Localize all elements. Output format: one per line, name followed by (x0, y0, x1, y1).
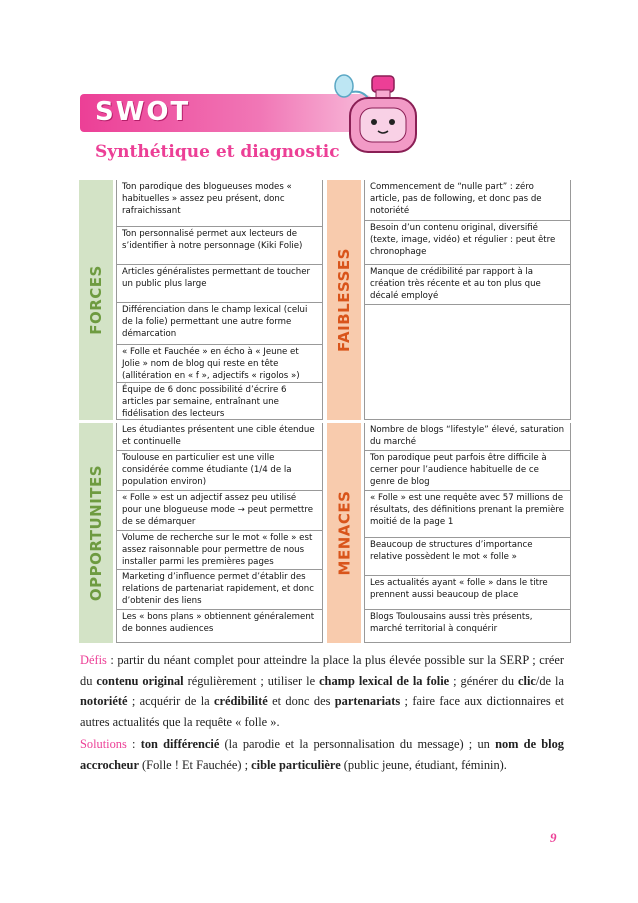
opportunites-item: Les étudiantes présentent une cible étendue et continuelle (122, 425, 315, 447)
faiblesses-item: Commencement de “nulle part” : zéro article, pas de following, et donc pas de notoriété (370, 182, 542, 216)
menaces-item: Beaucoup de structures d’importance relative possèdent le mot « folle » (365, 537, 570, 575)
opportunites-item: Toulouse en particulier est une ville considérée comme étudiante (1/4 de la population environ) (117, 450, 322, 490)
menaces-label: MENACES (335, 490, 353, 576)
faiblesses-band (327, 180, 361, 420)
text-run: : (126, 737, 141, 751)
forces-item: « Folle et Fauchée » en écho à « Jeune et Jolie » nom de blog qui reste en tête (allitération en « f », adjectifs « rigolos ») (117, 344, 322, 382)
swot-external (79, 423, 573, 643)
opportunites-band (79, 423, 113, 643)
faiblesses-item: Manque de crédibilité par rapport à la création très récente et au ton plus que décalé employé (365, 264, 570, 304)
faiblesses-item: Besoin d’un contenu original, diversifié (texte, image, vidéo) et régulier : peut être chronophage (365, 220, 570, 264)
opportunites-item: « Folle » est un adjectif assez peu utilisé pour une blogueuse mode → peut permettre de se démarquer (117, 490, 322, 530)
keyword: partenariats (334, 694, 401, 708)
opportunites-label: OPPORTUNITES (87, 464, 106, 602)
text-run: (Folle ! Et Fauchée) ; (138, 757, 252, 772)
keyword: clic (518, 673, 536, 688)
forces-item: Ton personnalisé permet aux lecteurs de s’identifier à notre personnage (Kiki Folie) (117, 226, 322, 264)
forces-band (79, 180, 113, 420)
forces-column (116, 180, 323, 420)
defis-paragraph (80, 650, 564, 732)
text-run: /de la (535, 673, 564, 688)
opportunites-item: Marketing d’influence permet d’établir des relations de partenariat rapidement, et donc d’obtenir des liens (117, 569, 322, 609)
solutions-label: Solutions (80, 737, 127, 751)
text-run: (la parodie et la personnalisation du message) ; un (219, 737, 496, 751)
menaces-item: Blogs Toulousains aussi très présents, marché territorial à conquérir (365, 609, 570, 643)
swot-internal (79, 180, 573, 420)
solutions-paragraph (80, 734, 564, 775)
opportunites-item: Volume de recherche sur le mot « folle » est assez raisonnable pour permettre de nous installer parmi les premières pages (117, 530, 322, 569)
menaces-item: Les actualités ayant « folle » dans le titre prennent aussi beaucoup de place (365, 575, 570, 609)
keyword: contenu original (96, 673, 184, 688)
page-subtitle: Synthétique et diagnostic (95, 142, 340, 162)
page-number: 9 (550, 830, 557, 845)
keyword: crédibilité (214, 694, 268, 708)
menaces-band (327, 423, 361, 643)
forces-item: Articles généralistes permettant de toucher un public plus large (117, 264, 322, 302)
page-title: SWOT (95, 97, 191, 127)
opportunites-item: Les « bons plans » obtiennent généralement de bonnes audiences (117, 609, 322, 643)
faiblesses-label: FAIBLESSES (335, 248, 353, 352)
swot-grid (79, 180, 573, 643)
text-run: ; faire face aux dictionnaires et autres actualités que la requête « folle ». (80, 694, 564, 729)
forces-label: FORCES (87, 265, 106, 335)
text-run: ; acquérir de la (127, 694, 215, 708)
forces-item: Ton parodique des blogueuses modes « habituelles » assez peu présent, donc rafraichissant (122, 182, 292, 216)
defis-label: Défis (80, 653, 107, 667)
keyword: cible particulière (251, 757, 341, 772)
menaces-column (364, 423, 571, 643)
forces-item: Différenciation dans le champ lexical (celui de la folie) permettant une autre forme démarcation (117, 302, 322, 344)
text-run: ; générer du (449, 673, 519, 688)
text-run: et donc des (267, 694, 335, 708)
keyword: ton différencié (140, 737, 220, 751)
menaces-item: Nombre de blogs “lifestyle” élevé, saturation du marché (370, 425, 565, 447)
keyword: champ lexical de la folie (319, 673, 450, 688)
text-run: (public jeune, étudiant, féminin). (340, 757, 507, 772)
text-run: régulièrement ; utiliser le (183, 673, 320, 688)
keyword: nom de blog accrocheur (80, 737, 565, 772)
faiblesses-empty-cell (365, 304, 570, 420)
faiblesses-column (364, 180, 571, 420)
text-run: : partir du néant complet pour atteindre la place la plus élevée possible sur la SERP ; créer du (80, 653, 564, 688)
menaces-item: Ton parodique peut parfois être difficile à cerner pour l’audience habituelle de ce genre de blog (365, 450, 570, 490)
forces-item: Équipe de 6 donc possibilité d’écrire 6 articles par semaine, entraînant une fidélisation des lecteurs (117, 382, 322, 420)
keyword: notoriété (80, 694, 128, 708)
perfume-bottle-logo (330, 68, 425, 158)
opportunites-column (116, 423, 323, 643)
menaces-item: « Folle » est une requête avec 57 millions de résultats, des définitions prenant la première moitié de la page 1 (365, 490, 570, 537)
